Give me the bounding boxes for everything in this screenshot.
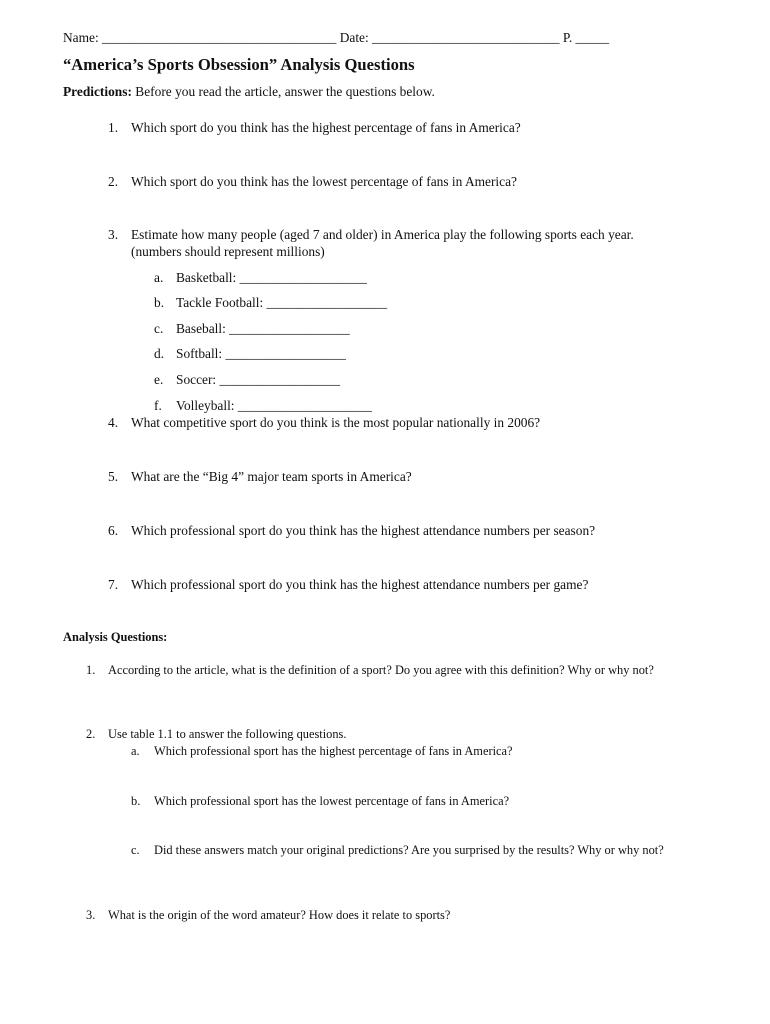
question-number: 1. (108, 120, 119, 135)
analysis-sub-item-text: Which professional sport has the lowest percentage of fans in America? (154, 794, 510, 808)
sub-item-tackle-football: Tackle Football: __________________ (176, 295, 388, 310)
question-number: 6. (108, 523, 119, 538)
predictions-instruction-text: Before you read the article, answer the questions below. (131, 84, 435, 99)
prediction-question-text: Which professional sport do you think has the highest attendance numbers per game? (131, 577, 589, 592)
prediction-question-text: Which sport do you think has the lowest percentage of fans in America? (131, 174, 517, 189)
analysis-question-text: What is the origin of the word amateur? How does it relate to sports? (108, 908, 451, 922)
sub-item-letter: b. (154, 295, 165, 310)
analysis-sub-item-text: Did these answers match your original predictions? Are you surprised by the results? Why or why not? (154, 843, 664, 857)
sub-item-letter: f. (154, 398, 162, 413)
predictions-label: Predictions: (63, 84, 132, 99)
sub-item-baseball: Baseball: __________________ (176, 321, 350, 336)
sub-item-volleyball: Volleyball: ____________________ (176, 398, 372, 413)
sub-item-letter: c. (131, 843, 140, 857)
sub-item-letter: a. (154, 270, 164, 285)
prediction-question-text: Which sport do you think has the highest percentage of fans in America? (131, 120, 521, 135)
analysis-question-text: According to the article, what is the definition of a sport? Do you agree with this definition? Why or why not? (108, 663, 654, 677)
prediction-question-text: What competitive sport do you think is the most popular nationally in 2006? (131, 415, 541, 430)
question-number: 1. (86, 663, 96, 677)
analysis-question-text: Use table 1.1 to answer the following questions. (108, 727, 347, 741)
question-number: 3. (108, 227, 119, 242)
analysis-heading: Analysis Questions: (63, 630, 168, 644)
predictions-instruction (63, 84, 435, 100)
analysis-sub-item-text: Which professional sport has the highest percentage of fans in America? (154, 744, 513, 758)
sub-item-letter: a. (131, 744, 140, 758)
sub-item-letter: d. (154, 346, 165, 361)
sub-item-letter: c. (154, 321, 164, 336)
sub-item-letter: b. (131, 794, 141, 808)
question-number: 7. (108, 577, 119, 592)
sub-item-letter: e. (154, 372, 164, 387)
question-number: 3. (86, 908, 96, 922)
question-number: 4. (108, 415, 119, 430)
prediction-question-text: What are the “Big 4” major team sports in America? (131, 469, 412, 484)
prediction-question-text: Which professional sport do you think has the highest attendance numbers per season? (131, 523, 596, 538)
question-number: 5. (108, 469, 119, 484)
page-title: “America’s Sports Obsession” Analysis Questions (63, 55, 415, 74)
prediction-question (108, 120, 118, 136)
sub-item-basketball: Basketball: ___________________ (176, 270, 367, 285)
question-number: 2. (108, 174, 119, 189)
sub-item-soccer: Soccer: __________________ (176, 372, 341, 387)
prediction-question-text: Estimate how many people (aged 7 and older) in America play the following sports each year. (131, 227, 634, 242)
header-fields: Name: ___________________________________ Date: ____________________________ P. _____ (63, 30, 610, 45)
prediction-question-text-line2: (numbers should represent millions) (131, 244, 325, 259)
question-number: 2. (86, 727, 96, 741)
sub-item-softball: Softball: __________________ (176, 346, 346, 361)
